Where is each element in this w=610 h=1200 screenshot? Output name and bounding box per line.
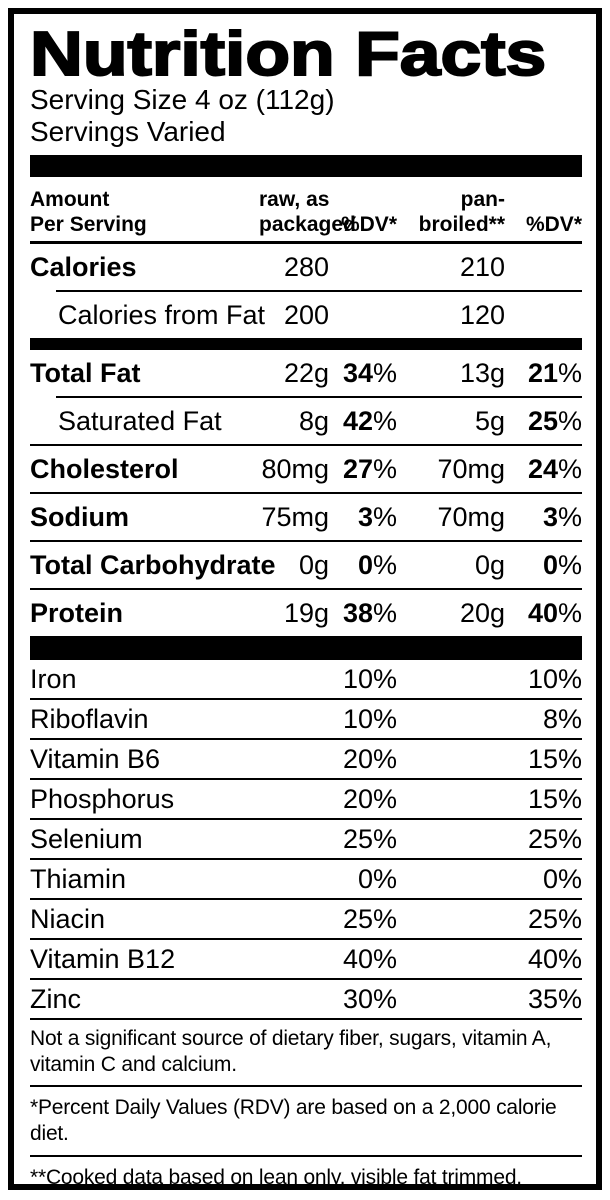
row-zinc: [30, 980, 582, 1018]
cooked-dv: 10%: [527, 663, 582, 694]
nutrient-label: Riboflavin: [30, 703, 149, 734]
cooked-amount: 20g: [459, 597, 505, 628]
cooked-dv: 35%: [527, 983, 582, 1014]
raw-amount: 22g: [283, 357, 329, 388]
footnote-cooked: **Cooked data based on lean only, visible fat trimmed.: [30, 1166, 522, 1189]
nutrition-facts-panel: [8, 8, 602, 1190]
cooked-dv: 0%: [542, 549, 582, 580]
header-raw-dv: %DV*: [340, 213, 397, 236]
cooked-dv: 40%: [527, 597, 582, 628]
cooked-dv: 3%: [542, 501, 582, 532]
raw-amount: 200: [283, 299, 329, 330]
row-cholesterol: [30, 446, 582, 492]
raw-dv: 10%: [342, 663, 397, 694]
raw-dv: 20%: [342, 783, 397, 814]
row-vitamin-b12: [30, 940, 582, 978]
cooked-amount: 5g: [474, 405, 505, 436]
cooked-dv: 25%: [527, 823, 582, 854]
header-cooked-dv: %DV*: [525, 213, 582, 236]
footnote-daily-values: *Percent Daily Values (RDV) are based on a 2,000 calorie diet.: [30, 1096, 557, 1145]
raw-dv: 20%: [342, 743, 397, 774]
cooked-amount: 70mg: [437, 501, 505, 532]
header-raw-as-packaged: raw, as packaged: [259, 188, 356, 236]
cooked-dv: 15%: [527, 743, 582, 774]
nutrient-label: Phosphorus: [30, 783, 175, 814]
raw-amount: 75mg: [261, 501, 329, 532]
row-selenium: [30, 820, 582, 858]
raw-dv: 34%: [342, 357, 397, 388]
raw-dv: 42%: [342, 405, 397, 436]
serving-size-line: Serving Size 4 oz (112g): [30, 84, 335, 115]
row-protein: [30, 590, 582, 636]
cooked-dv: 0%: [542, 863, 582, 894]
cooked-amount: 0g: [474, 549, 505, 580]
row-calories: [30, 244, 582, 290]
cooked-dv: 15%: [527, 783, 582, 814]
row-thiamin: [30, 860, 582, 898]
cooked-dv: 21%: [527, 357, 582, 388]
row-phosphorus: [30, 780, 582, 818]
cooked-amount: 120: [459, 299, 505, 330]
cooked-amount: 13g: [459, 357, 505, 388]
cooked-dv: 25%: [527, 903, 582, 934]
cooked-dv: 40%: [527, 943, 582, 974]
divider-bar-calories: [30, 338, 582, 350]
raw-dv: 30%: [342, 983, 397, 1014]
divider-bar-top: [30, 155, 582, 177]
footnote-insignificant: Not a significant source of dietary fiber, sugars, vitamin A, vitamin C and calcium.: [30, 1027, 552, 1076]
nutrient-label: Cholesterol: [30, 453, 179, 484]
cooked-dv: 8%: [542, 703, 582, 734]
raw-amount: 8g: [298, 405, 329, 436]
nutrient-label: Vitamin B12: [30, 943, 176, 974]
label-title: Nutrition Facts: [30, 20, 547, 89]
row-calories-from-fat: [30, 292, 582, 338]
nutrient-label: Niacin: [30, 903, 106, 934]
nutrient-label: Selenium: [30, 823, 143, 854]
header-amount-per-serving: Amount Per Serving: [30, 188, 147, 236]
raw-dv: 40%: [342, 943, 397, 974]
raw-dv: 10%: [342, 703, 397, 734]
nutrient-label: Iron: [30, 663, 77, 694]
nutrient-label: Protein: [30, 597, 124, 628]
nutrient-label: Saturated Fat: [58, 405, 222, 436]
raw-amount: 280: [283, 251, 329, 282]
column-header-row: [30, 187, 582, 237]
row-vitamin-b6: [30, 740, 582, 778]
raw-dv: 0%: [357, 863, 397, 894]
row-saturated-fat: [30, 398, 582, 444]
row-iron: [30, 660, 582, 698]
nutrient-label: Sodium: [30, 501, 129, 532]
raw-amount: 19g: [283, 597, 329, 628]
raw-dv: 38%: [342, 597, 397, 628]
row-niacin: [30, 900, 582, 938]
raw-dv: 0%: [357, 549, 397, 580]
raw-amount: 0g: [298, 549, 329, 580]
nutrient-label: Total Carbohydrate: [30, 549, 276, 580]
cooked-amount: 70mg: [437, 453, 505, 484]
nutrient-label: Total Fat: [30, 357, 141, 388]
nutrient-label: Zinc: [30, 983, 82, 1014]
raw-dv: 25%: [342, 823, 397, 854]
raw-dv: 3%: [357, 501, 397, 532]
cooked-dv: 25%: [527, 405, 582, 436]
nutrient-label: Vitamin B6: [30, 743, 161, 774]
row-sodium: [30, 494, 582, 540]
raw-dv: 27%: [342, 453, 397, 484]
row-riboflavin: [30, 700, 582, 738]
row-total-fat: [30, 350, 582, 396]
nutrient-label: Thiamin: [30, 863, 127, 894]
cooked-amount: 210: [459, 251, 505, 282]
cooked-dv: 24%: [527, 453, 582, 484]
nutrient-label: Calories: [30, 251, 137, 282]
nutrient-label: Calories from Fat: [58, 299, 266, 330]
divider-bar-vitamins: [30, 636, 582, 660]
servings-line: Servings Varied: [30, 116, 226, 147]
raw-dv: 25%: [342, 903, 397, 934]
row-total-carbohydrate: [30, 542, 582, 588]
header-pan-broiled: pan- broiled**: [418, 188, 505, 236]
raw-amount: 80mg: [261, 453, 329, 484]
